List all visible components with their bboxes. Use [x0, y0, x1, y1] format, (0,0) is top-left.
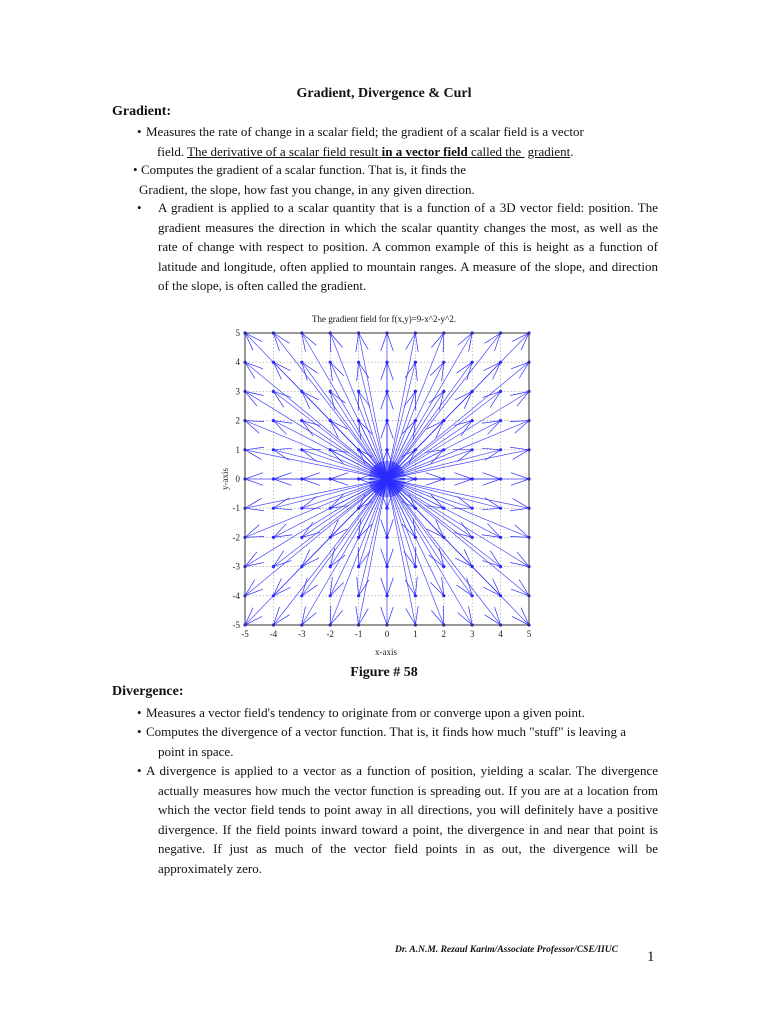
svg-text:-1: -1: [354, 629, 363, 639]
svg-text:0: 0: [235, 474, 240, 484]
svg-text:-1: -1: [232, 503, 240, 514]
section-heading-divergence: Divergence:: [112, 684, 184, 699]
svg-text:0: 0: [384, 629, 390, 639]
svg-text:1: 1: [413, 629, 418, 639]
svg-text:4: 4: [235, 357, 240, 368]
svg-text:1: 1: [235, 444, 240, 455]
svg-text:3: 3: [469, 629, 475, 639]
page-footer: Dr. A.N.M. Rezaul Karim/Associate Professor/CSE/IIUC: [395, 945, 618, 955]
svg-text:-5: -5: [232, 620, 240, 630]
bullet-icon: •: [137, 705, 142, 720]
svg-text:-5: -5: [241, 629, 249, 639]
svg-text:3: 3: [235, 386, 240, 397]
svg-text:-2: -2: [232, 532, 240, 543]
bullet-icon: •: [137, 124, 142, 139]
svg-text:5: 5: [235, 328, 240, 338]
svg-text:-2: -2: [326, 629, 334, 639]
gradient-bullet-1: • Measures the rate of change in a scalar field; the gradient of a scalar field is a vector field. The derivative of a scalar field result in a vector field called the gradient.: [137, 124, 584, 159]
gradient-bullet-2: • Computes the gradient of a scalar function. That is, it finds the Gradient, the slope, how fast you change, in any given direction.: [133, 162, 475, 197]
svg-text:5: 5: [526, 629, 532, 639]
svg-text:-3: -3: [298, 629, 306, 639]
section-heading-gradient: Gradient:: [112, 104, 172, 119]
figure-caption: Figure # 58: [350, 665, 418, 680]
svg-text:-3: -3: [232, 561, 240, 572]
x-axis-label: x-axis: [375, 647, 397, 657]
page-number: 1: [647, 949, 655, 965]
bullet-icon: •: [137, 763, 142, 778]
divergence-bullet-2: • Computes the divergence of a vector function. That is, it finds how much "stuff" is leaving a point in space.: [137, 724, 626, 759]
divergence-bullet-3: • A divergence is applied to a vector as a function of position, yielding a scalar. The divergence actually measures how much the vector function is spreading out. If you are at a location from which the vector field tends to point away in all directions, you will definitely have a positive divergence. If the field points inward toward a point, the divergence in and near that point is negative. If just as much of the vector field points in as out, the divergence will be approximately zero.: [137, 763, 658, 876]
svg-text:-4: -4: [232, 590, 240, 601]
chart-arrows: [243, 331, 530, 626]
svg-text:-4: -4: [269, 629, 278, 639]
bullet-icon: •: [137, 724, 142, 739]
svg-text:4: 4: [498, 629, 503, 639]
bullet-icon: •: [137, 200, 142, 215]
gradient-bullet-3: • A gradient is applied to a scalar quantity that is a function of a 3D vector field: position. The gradient measures the direction in which the scalar quantity changes the most, as well as the rate of change with respect to position. A common example of this is height as a function of latitude and longitude, often applied to mountain ranges. A measure of the slope, and direction of the slope, is often called the gradient.: [137, 200, 658, 293]
y-axis-label: y-axis: [220, 468, 230, 490]
divergence-bullet-1: • Measures a vector field's tendency to originate from or converge upon a given point.: [146, 703, 666, 723]
svg-text:2: 2: [441, 629, 447, 639]
svg-text:2: 2: [235, 415, 240, 426]
chart-title: The gradient field for f(x,y)=9-x^2-y^2.: [312, 314, 456, 324]
page-title: Gradient, Divergence & Curl: [296, 86, 472, 101]
bullet-icon: •: [133, 162, 138, 177]
